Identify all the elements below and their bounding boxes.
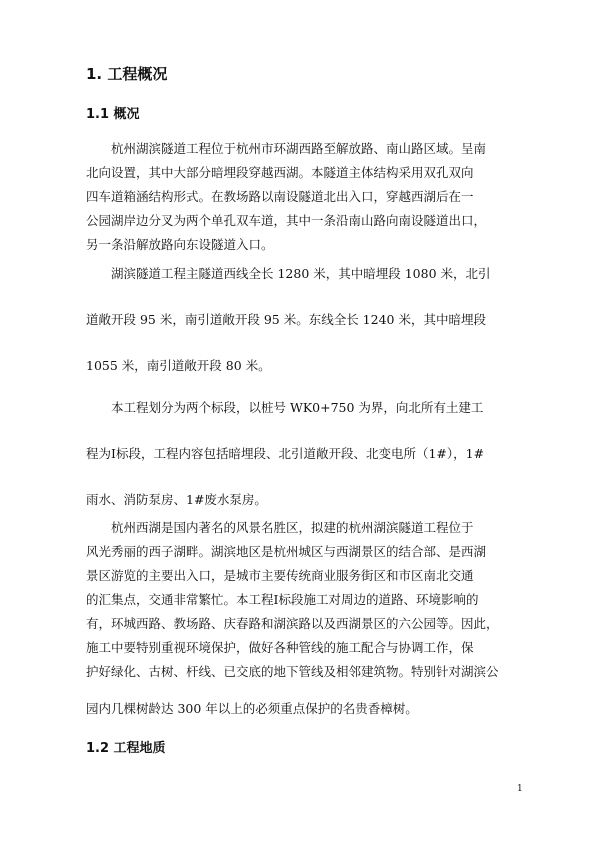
paragraph-overview <box>86 137 516 257</box>
text-line: 另一条沿解放路向东设隧道入口。 <box>86 237 274 252</box>
paragraph-sections <box>86 396 516 512</box>
section-heading-1-2: 1.2 工程地质 <box>86 741 166 756</box>
page-number: 1 <box>517 784 523 794</box>
text-line: 有，环城西路、教场路、庆春路和湖滨路以及西湖景区的六公园等。因此， <box>86 616 499 631</box>
text-line: 1055 米，南引道敞开段 80 米。 <box>86 358 271 373</box>
text-line: 护好绿化、古树、杆线、已交底的地下管线及相邻建筑物。特别针对湖滨公 <box>86 664 499 679</box>
section-heading-1-1: 1.1 概况 <box>86 107 140 122</box>
text-line: 雨水、消防泵房、1#废水泵房。 <box>86 492 267 507</box>
paragraph-trees <box>86 697 516 721</box>
text-line: 景区游览的主要出入口，是城市主要传统商业服务街区和市区南北交通 <box>86 568 474 583</box>
text-line: 杭州西湖是国内著名的风景名胜区，拟建的杭州湖滨隧道工程位于 <box>111 520 474 535</box>
text-line: 公园湖岸边分叉为两个单孔双车道，其中一条沿南山路向南设隧道出口， <box>86 213 487 228</box>
paragraph-environment <box>86 516 516 684</box>
text-line: 施工中要特别重视环境保护，做好各种管线的施工配合与协调工作，保 <box>86 640 474 655</box>
text-line: 杭州湖滨隧道工程位于杭州市环湖西路至解放路、南山路区域。呈南 <box>111 141 487 156</box>
text-line: 北向设置，其中大部分暗埋段穿越西湖。本隧道主体结构采用双孔双向 <box>86 165 474 180</box>
paragraph-length <box>86 262 516 378</box>
text-line: 道敞开段 95 米，南引道敞开段 95 米。东线全长 1240 米，其中暗埋段 <box>86 312 486 327</box>
text-line: 四车道箱涵结构形式。在教场路以南设隧道北出入口，穿越西湖后在一 <box>86 189 474 204</box>
text-line: 本工程划分为两个标段，以桩号 WK0+750 为界，向北所有土建工 <box>111 400 484 415</box>
text-line: 的汇集点，交通非常繁忙。本工程Ⅰ标段施工对周边的道路、环境影响的 <box>86 592 479 607</box>
text-line: 程为Ⅰ标段，工程内容包括暗埋段、北引道敞开段、北变电所（1#），1# <box>86 446 485 461</box>
text-line: 园内几棵树龄达 300 年以上的必须重点保护的名贵香樟树。 <box>86 701 418 716</box>
text-line: 风光秀丽的西子湖畔。湖滨地区是杭州城区与西湖景区的结合部、是西湖 <box>86 544 487 559</box>
text-line: 湖滨隧道工程主隧道西线全长 1280 米，其中暗埋段 1080 米，北引 <box>111 266 491 281</box>
chapter-heading: 1. 工程概况 <box>86 65 168 83</box>
